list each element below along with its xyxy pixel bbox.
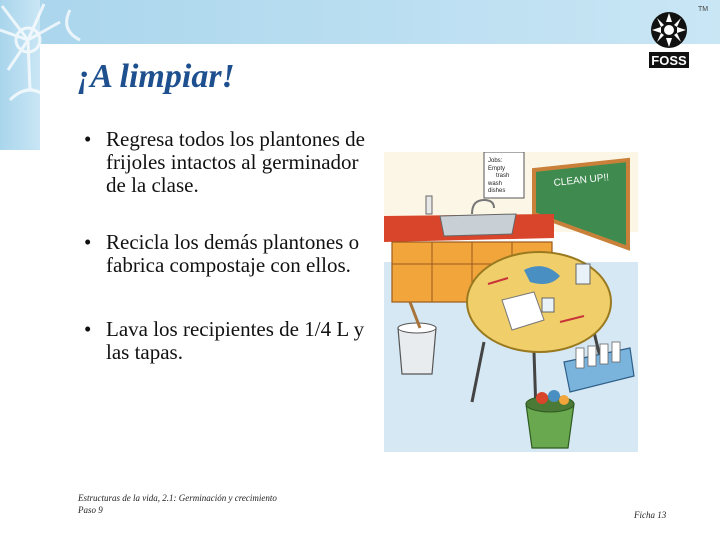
classroom-cleanup-illustration	[384, 152, 638, 452]
svg-text:wash: wash	[488, 181, 503, 187]
source-line-1: Estructuras de la vida, 2.1: Germinación y crecimiento	[78, 493, 277, 503]
bullet-item: • Regresa todos los plantones de frijoles intactos al germinador de la clase.	[86, 128, 376, 197]
svg-text:Jobs:: Jobs:	[488, 158, 503, 164]
chalkboard-text: CLEAN UP!!	[553, 172, 610, 189]
foss-logo-text: FOSS	[651, 53, 687, 68]
bullet-list	[86, 128, 376, 364]
svg-text:dishes: dishes	[488, 188, 506, 194]
svg-text:trash: trash	[496, 173, 510, 179]
bullet-item: • Recicla los demás plantones o fabrica compostaje con ellos.	[86, 231, 376, 277]
trademark-label: TM	[698, 6, 709, 13]
sheet-label: Ficha 13	[634, 510, 667, 520]
svg-text:Empty: Empty	[488, 166, 506, 172]
jobs-note	[484, 152, 524, 198]
source-line-2: Paso 9	[78, 505, 103, 515]
trash-can	[526, 390, 574, 448]
source-citation	[78, 492, 277, 516]
bullet-item: • Lava los recipientes de 1/4 L y las tapas.	[86, 318, 376, 364]
foss-logo	[645, 8, 695, 70]
slide-title: ¡A limpiar!	[77, 58, 235, 95]
